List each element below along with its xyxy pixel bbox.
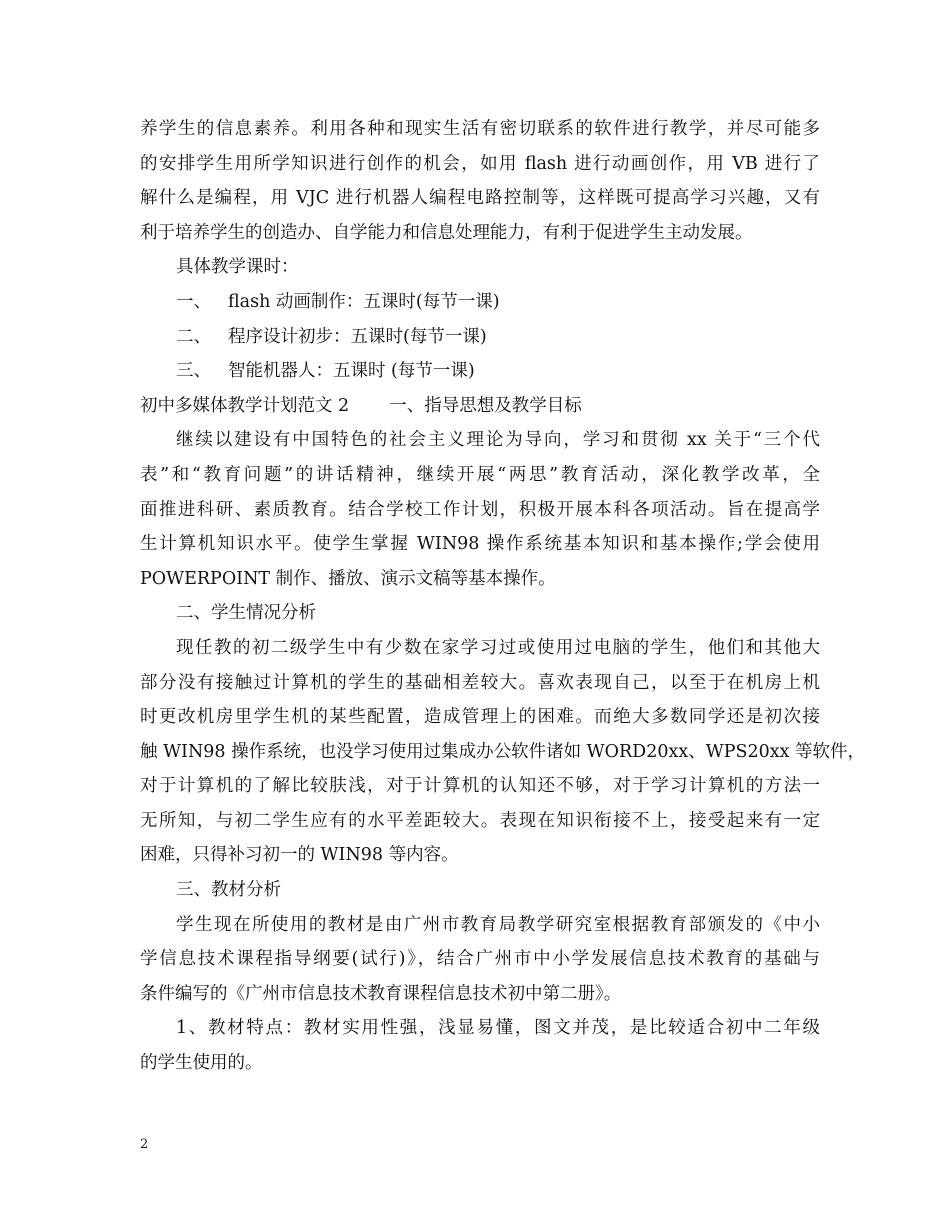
text-line: 养学生的信息素养。利用各种和现实生活有密切联系的软件进行教学，并尽可能多 — [140, 119, 820, 139]
text-line: 的学生使用的。 — [140, 1053, 263, 1074]
text-line: 面推进科研、素质教育。结合学校工作计划，积极开展本科各项活动。旨在提高学 — [140, 499, 820, 520]
list-number: 一、 — [176, 291, 211, 312]
text-line: 现任教的初二级学生中有少数在家学习过或使用过电脑的学生，他们和其他大 — [176, 637, 820, 658]
list-text: 智能机器人：五课时 (每节一课) — [228, 361, 475, 382]
text-line: 生计算机知识水平。使学生掌握 WIN98 操作系统基本知识和基本操作;学会使用 — [140, 534, 820, 555]
document-title: 初中多媒体教学计划范文 2 — [140, 395, 350, 416]
section-heading: 三、教材分析 — [176, 880, 281, 901]
schedule-heading: 具体教学课时： — [176, 257, 299, 278]
list-text: 程序设计初步：五课时(每节一课) — [228, 326, 487, 347]
paragraph-continuation — [140, 112, 820, 250]
text-line: 解什么是编程，用 VJC 进行机器人编程电路控制等，这样既可提高学习兴趣，又有 — [140, 188, 820, 209]
text-line: 表”和“教育问题”的讲话精神，继续开展“两思”教育活动，深化教学改革，全 — [140, 464, 820, 485]
paragraph-student-analysis — [140, 631, 866, 873]
schedule-item — [140, 285, 820, 320]
page-number: 2 — [140, 1137, 149, 1152]
text-line: 困难，只得补习初一的 WIN98 等内容。 — [140, 845, 459, 866]
list-text: flash 动画制作：五课时(每节一课) — [228, 291, 500, 312]
text-line: 继续以建设有中国特色的社会主义理论为导向，学习和贯彻 xx 关于“三个代 — [176, 430, 820, 451]
list-number: 二、 — [176, 326, 211, 347]
document-body — [140, 112, 866, 1081]
text-line: 学信息技术课程指导纲要(试行)》，结合广州市中小学发展信息技术教育的基础与 — [140, 949, 820, 970]
text-line: 1、教材特点：教材实用性强，浅显易懂，图文并茂，是比较适合初中二年级 — [176, 1018, 820, 1039]
text-line: 部分没有接触过计算机的学生的基础相差较大。喜欢表现自己，以至于在机房上机 — [140, 672, 820, 693]
text-line: 对于计算机的了解比较肤浅，对于计算机的认知还不够，对于学习计算机的方法一 — [140, 776, 820, 797]
section-heading: 一、指导思想及教学目标 — [389, 395, 582, 416]
schedule-item — [140, 320, 820, 355]
paragraph-textbook-features — [140, 1011, 820, 1080]
list-number: 三、 — [176, 361, 211, 382]
text-line: 无所知，与初二学生应有的水平差距较大。表现在知识衔接不上，接受起来有一定 — [140, 810, 820, 831]
text-line: POWERPOINT 制作、播放、演示文稿等基本操作。 — [140, 568, 556, 589]
section-title-line — [140, 389, 820, 424]
text-line: 条件编写的《广州市信息技术教育课程信息技术初中第二册》。 — [140, 983, 622, 1004]
text-line: 触 WIN98 操作系统，也没学习使用过集成办公软件诸如 WORD20xx、WPS20xx 等软件， — [140, 741, 866, 762]
text-line: 的安排学生用所学知识进行创作的机会，如用 flash 进行动画创作，用 VB 进行了 — [140, 153, 820, 174]
text-line: 学生现在所使用的教材是由广州市教育局教学研究室根据教育部颁发的《中小 — [176, 914, 820, 935]
text-line: 利于培养学生的创造办、自学能力和信息处理能力，有利于促进学生主动发展。 — [140, 222, 753, 243]
paragraph-guiding-ideas — [140, 423, 820, 596]
text-line: 时更改机房里学生机的某些配置，造成管理上的困难。而绝大多数同学还是初次接 — [140, 707, 820, 728]
paragraph-textbook-analysis — [140, 908, 820, 1012]
section-heading: 二、学生情况分析 — [176, 603, 316, 624]
schedule-item — [140, 354, 820, 389]
